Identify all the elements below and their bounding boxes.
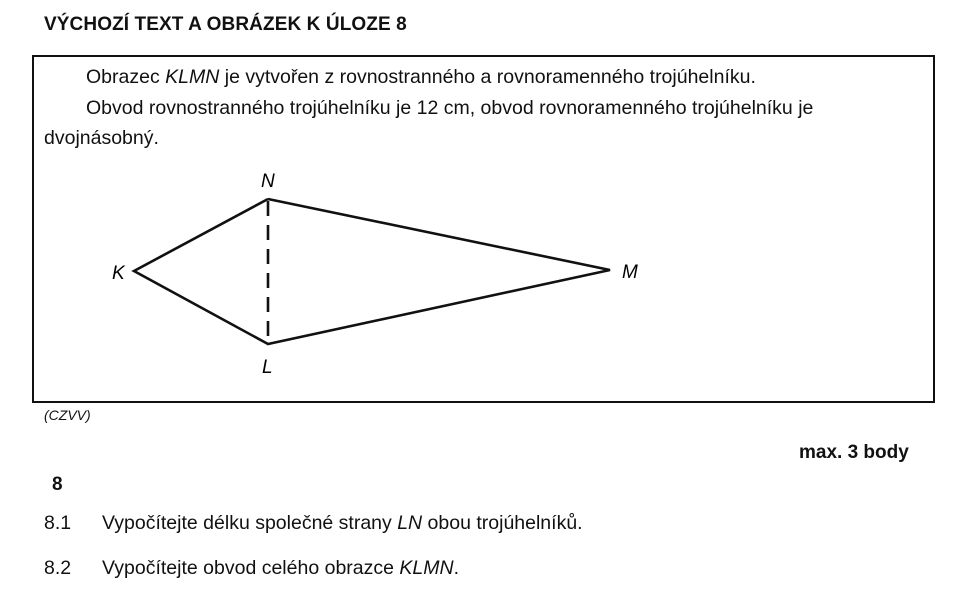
intro-line-1: Obrazec KLMN je vytvořen z rovnostranného a rovnoramenného trojúhelníku. — [86, 66, 756, 88]
vertex-label-k: K — [112, 263, 125, 284]
intro-line-3: dvojnásobný. — [44, 127, 159, 149]
task-number: 8 — [52, 474, 63, 495]
max-points: max. 3 body — [799, 442, 909, 463]
source-note: (CZVV) — [44, 407, 91, 423]
vertex-label-l: L — [262, 357, 273, 378]
shape-name: KLMN — [165, 66, 220, 88]
kite-figure — [34, 57, 933, 401]
section-heading: VÝCHOZÍ TEXT A OBRÁZEK K ÚLOZE 8 — [44, 14, 407, 35]
subtask-8-2: 8.2 Vypočítejte obvod celého obrazce KLMN. — [44, 557, 459, 579]
intro-line-2: Obvod rovnostranného trojúhelníku je 12 cm, obvod rovnoramenného trojúhelníku je — [86, 97, 814, 119]
subtask-8-1: 8.1 Vypočítejte délku společné strany LN obou trojúhelníků. — [44, 512, 583, 534]
outline-k-n-m-l-k — [134, 199, 610, 344]
vertex-label-n: N — [261, 171, 275, 192]
problem-box — [32, 55, 935, 403]
vertex-label-m: M — [622, 262, 638, 283]
